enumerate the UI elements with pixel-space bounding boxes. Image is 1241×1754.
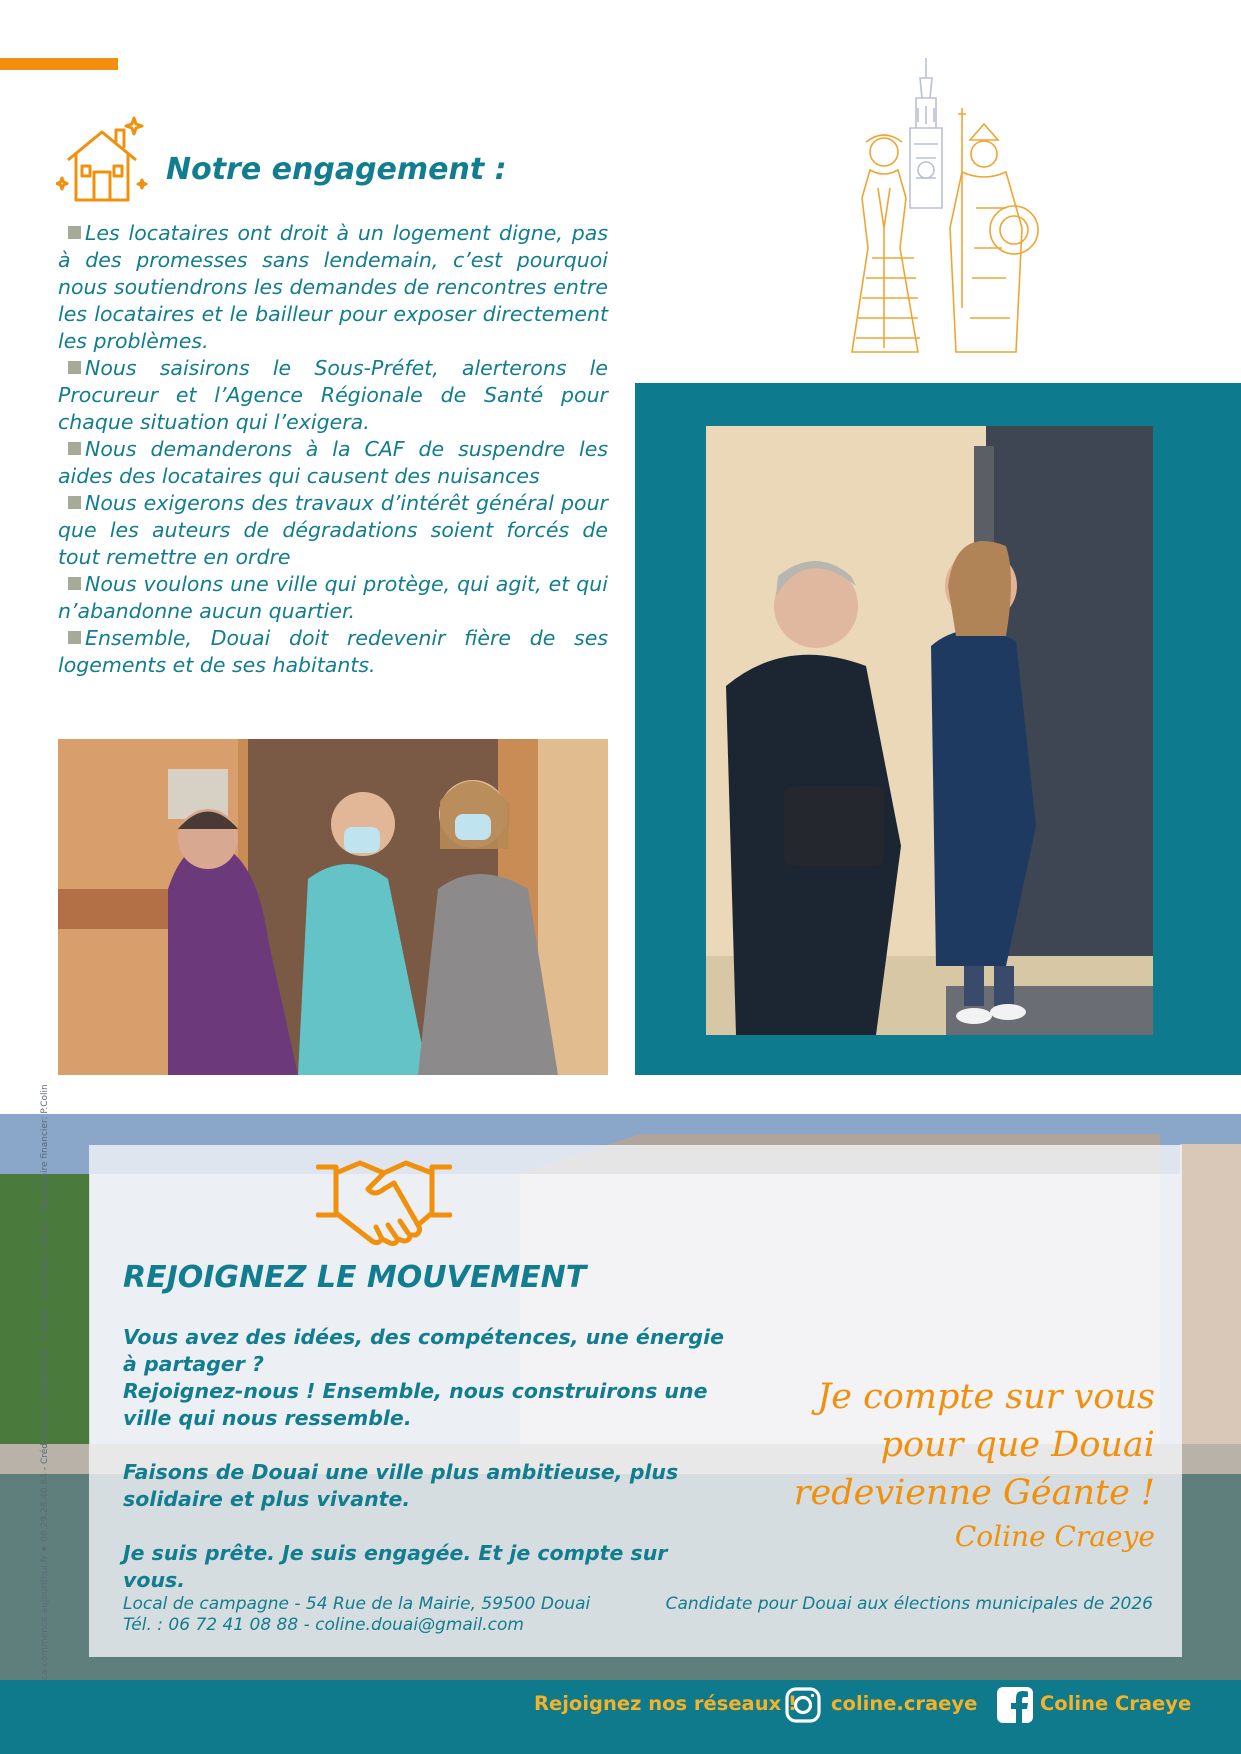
facebook-link[interactable]: Coline Craeye (1040, 1692, 1192, 1715)
join-paragraph: Vous avez des idées, des compétences, une énergie à partager ? (123, 1325, 725, 1376)
candidate-label: Candidate pour Douai aux élections municipales de 2026 (665, 1594, 1153, 1614)
list-item: Nous voulons une ville qui protège, qui agit, et qui n’abandonne aucun quartier. (58, 572, 608, 623)
join-text (123, 1324, 733, 1594)
section-title: Notre engagement : (166, 152, 507, 187)
print-credit: ca-commence-aujourdhui.fr ★ 06.29.28.40.84 - Crédit photo: AdobeStock - P.Vallet - Imprimeur: Elbée - Mandataire financier: P.Colin (40, 1084, 50, 1680)
list-item: Les locataires ont droit à un logement digne, pas à des promesses sans lendemain, c’est pourquoi nous soutiendrons les demandes de rencontres entre les locataires et le bailleur pour exposer directement les problèmes. (58, 221, 608, 353)
join-title: REJOIGNEZ LE MOUVEMENT (123, 1260, 587, 1295)
instagram-link[interactable]: coline.craeye (831, 1692, 978, 1715)
signature: Coline Craeye (954, 1520, 1155, 1553)
engagement-list (58, 220, 608, 679)
list-item: Nous demanderons à la CAF de suspendre les aides des locataires qui causent des nuisances (58, 437, 608, 488)
list-item: Nous exigerons des travaux d’intérêt général pour que les auteurs de dégradations soient forcés de tout remettre en ordre (58, 491, 608, 569)
list-item: Nous saisirons le Sous-Préfet, alerterons le Procureur et l’Agence Régionale de Santé pour chaque situation qui l’exigera. (58, 356, 608, 434)
contact-line: Tél. : 06 72 41 08 88 - coline.douai@gmail.com (123, 1615, 524, 1635)
social-label: Rejoignez nos réseaux ! (534, 1692, 797, 1715)
campaign-address (123, 1594, 590, 1636)
house-sparkle-icon (56, 116, 148, 208)
list-item: Ensemble, Douai doit redevenir fière de ses logements et de ses habitants. (58, 626, 608, 677)
quote-line: redevienne Géante ! (793, 1473, 1155, 1513)
quote-line: pour que Douai (880, 1425, 1155, 1465)
join-paragraph: Je suis prête. Je suis engagée. Et je compte sur vous. (123, 1541, 668, 1592)
visit-photo (58, 739, 608, 1075)
quote-line: Je compte sur vous (817, 1377, 1155, 1417)
douai-giants-illustration (826, 58, 1048, 360)
instagram-icon[interactable] (784, 1686, 822, 1724)
handwritten-quote (794, 1373, 1155, 1557)
handshake-icon (316, 1155, 452, 1247)
facebook-icon[interactable] (996, 1686, 1034, 1724)
address-line: Local de campagne - 54 Rue de la Mairie, 59500 Douai (123, 1594, 591, 1614)
accent-bar (0, 58, 118, 70)
join-paragraph: Faisons de Douai une ville plus ambitieuse, plus solidaire et plus vivante. (123, 1460, 679, 1511)
door-photo (706, 426, 1153, 1035)
join-paragraph: Rejoignez-nous ! Ensemble, nous construirons une ville qui nous ressemble. (123, 1379, 708, 1430)
